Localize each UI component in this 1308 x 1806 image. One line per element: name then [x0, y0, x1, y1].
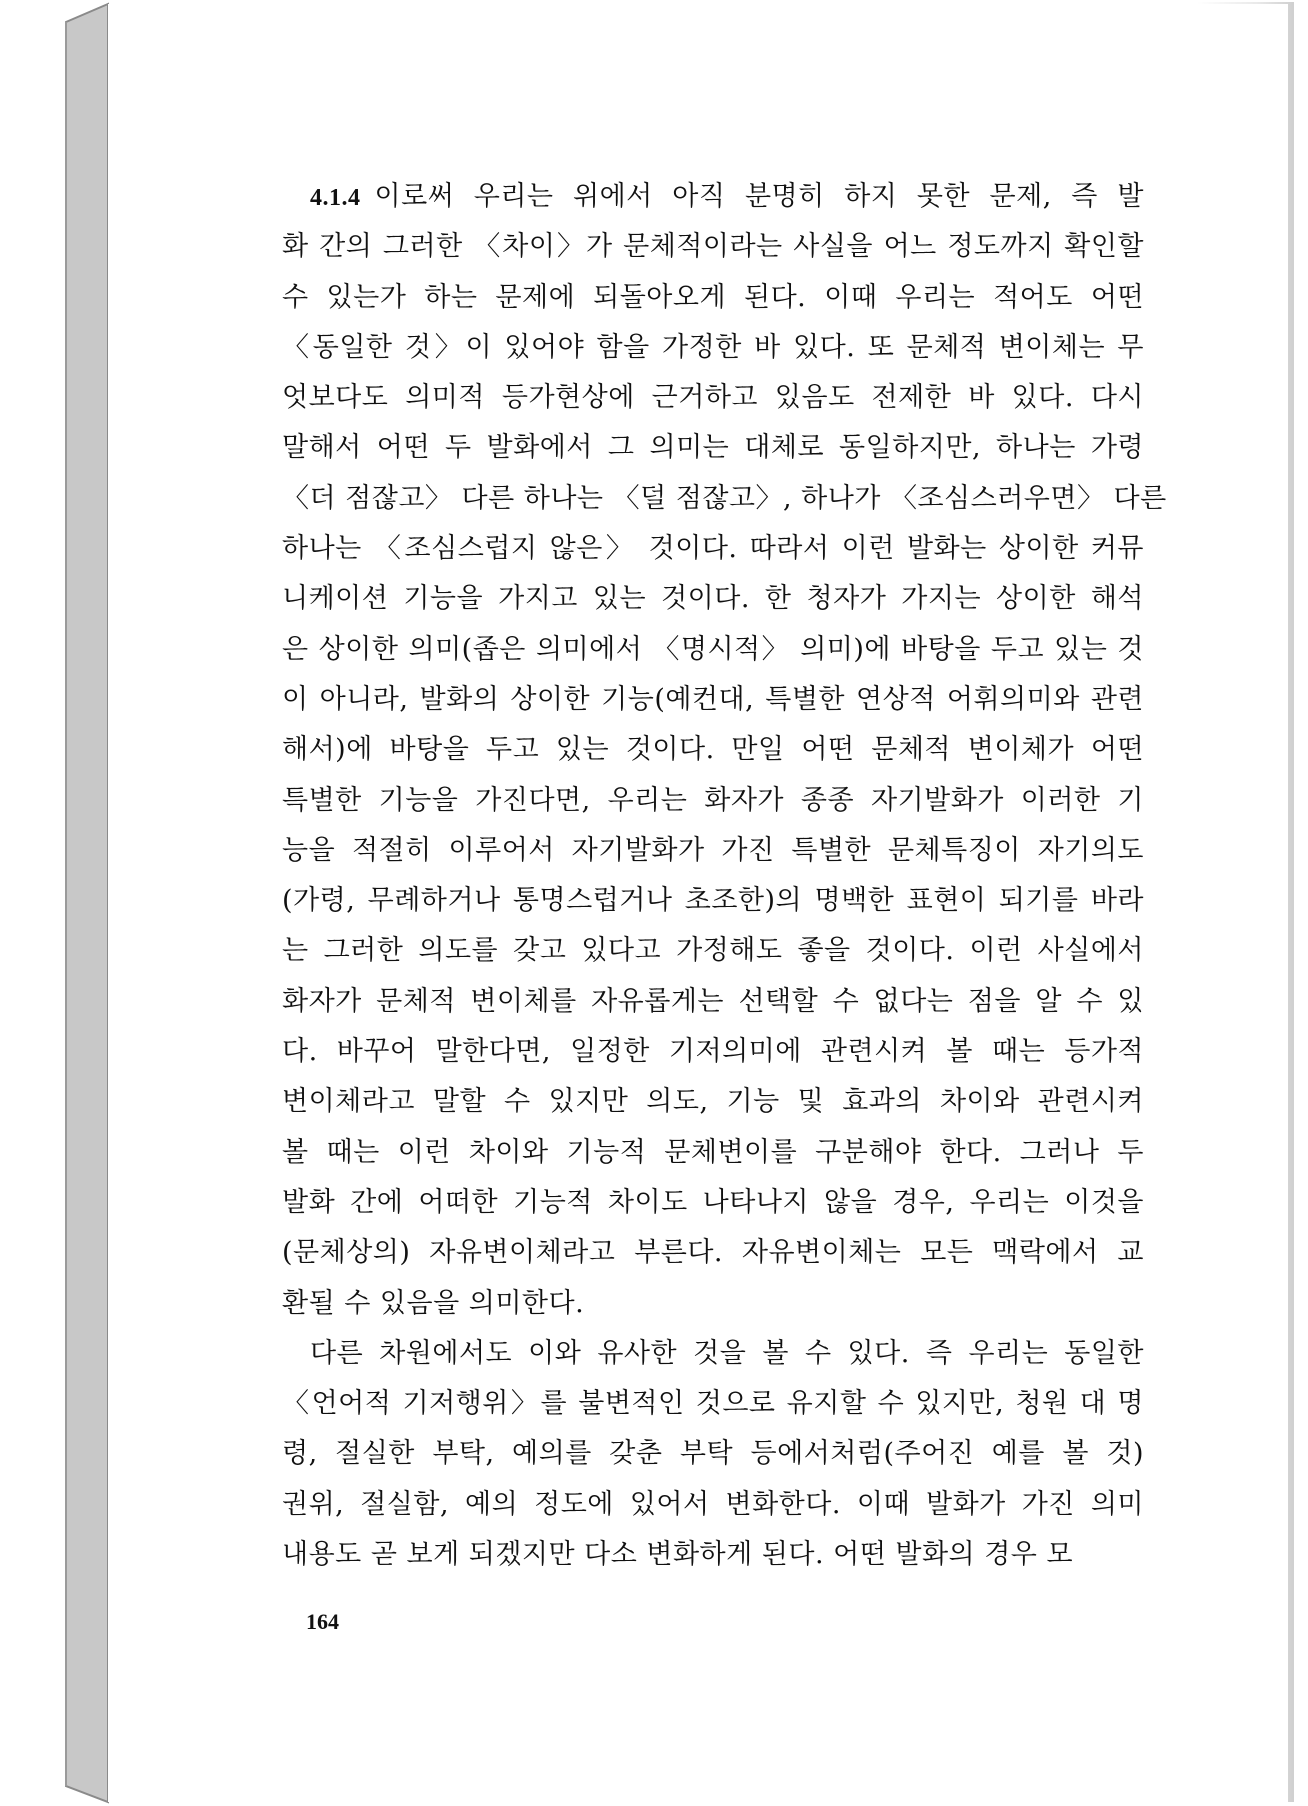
text-line: 발화 간에 어떠한 기능적 차이도 나타나지 않을 경우, 우리는 이것을 — [282, 1186, 1144, 1218]
paragraph-2 — [282, 1329, 1144, 1580]
text-line: 이 아니라, 발화의 상이한 기능(예컨대, 특별한 연상적 어휘의미와 관련 — [282, 683, 1144, 715]
text-line — [282, 172, 1144, 222]
paragraph-1 — [282, 172, 1167, 1329]
text-line: 하나는 〈조심스럽지 않은〉 것이다. 따라서 이런 발화는 상이한 커뮤 — [282, 533, 1144, 565]
text-line: 다. 바꾸어 말한다면, 일정한 기저의미에 관련시켜 볼 때는 등가적 — [282, 1036, 1144, 1068]
text-line: 은 상이한 의미(좁은 의미에서 〈명시적〉 의미)에 바탕을 두고 있는 것 — [282, 633, 1144, 665]
text-line: 능을 적절히 이루어서 자기발화가 가진 특별한 문체특징이 자기의도 — [282, 834, 1144, 866]
text-line: (문체상의) 자유변이체라고 부른다. 자유변이체는 모든 맥락에서 교 — [282, 1237, 1144, 1269]
text-line: 〈언어적 기저행위〉를 불변적인 것으로 유지할 수 있지만, 청원 대 명 — [282, 1388, 1144, 1420]
text-line: 볼 때는 이런 차이와 기능적 문체변이를 구분해야 한다. 그러나 두 — [282, 1136, 1144, 1168]
text-line: 특별한 기능을 가진다면, 우리는 화자가 종종 자기발화가 이러한 기 — [282, 784, 1144, 816]
text-line: 해서)에 바탕을 두고 있는 것이다. 만일 어떤 문체적 변이체가 어떤 — [282, 734, 1144, 766]
page-number: 164 — [306, 1609, 339, 1634]
text-line: 권위, 절실함, 예의 정도에 있어서 변화한다. 이때 발화가 가진 의미 — [282, 1488, 1144, 1520]
text-line: 환될 수 있음을 의미한다. — [282, 1287, 585, 1319]
text-line-content: 이로써 우리는 위에서 아직 분명히 하지 못한 문제, 즉 발 — [374, 181, 1144, 212]
book-spine — [0, 0, 110, 1806]
text-line: 변이체라고 말할 수 있지만 의도, 기능 및 효과의 차이와 관련시켜 — [282, 1086, 1144, 1118]
text-line: 다른 차원에서도 이와 유사한 것을 볼 수 있다. 즉 우리는 동일한 — [310, 1337, 1144, 1369]
text-line: 니케이션 기능을 가지고 있는 것이다. 한 청자가 가지는 상이한 해석 — [282, 583, 1144, 615]
text-line: 엇보다도 의미적 등가현상에 근거하고 있음도 전제한 바 있다. 다시 — [282, 382, 1144, 414]
text-line: 말해서 어떤 두 발화에서 그 의미는 대체로 동일하지만, 하나는 가령 — [282, 432, 1144, 464]
body-text — [282, 172, 1167, 1580]
text-line: 화 간의 그러한 〈차이〉가 문체적이라는 사실을 어느 정도까지 확인할 — [282, 231, 1144, 263]
text-line: 수 있는가 하는 문제에 되돌아오게 된다. 이때 우리는 적어도 어떤 — [282, 281, 1144, 313]
section-number: 4.1.4 — [310, 185, 361, 211]
text-line: 내용도 곧 보게 되겠지만 다소 변화하게 된다. 어떤 발화의 경우 모 — [282, 1539, 1074, 1571]
text-line: (가령, 무례하거나 통명스럽거나 초조한)의 명백한 표현이 되기를 바라 — [282, 885, 1144, 917]
text-line: 〈동일한 것〉이 있어야 함을 가정한 바 있다. 또 문체적 변이체는 무 — [282, 331, 1144, 363]
text-line: 는 그러한 의도를 갖고 있다고 가정해도 좋을 것이다. 이런 사실에서 — [282, 935, 1144, 967]
text-line: 화자가 문체적 변이체를 자유롭게는 선택할 수 없다는 점을 알 수 있 — [282, 985, 1144, 1017]
text-line: 〈더 점잖고〉 다른 하나는 〈덜 점잖고〉, 하나가 〈조심스러우면〉 다른 — [282, 482, 1167, 514]
text-line: 령, 절실한 부탁, 예의를 갖춘 부탁 등에서처럼(주어진 예를 볼 것) — [282, 1438, 1144, 1470]
